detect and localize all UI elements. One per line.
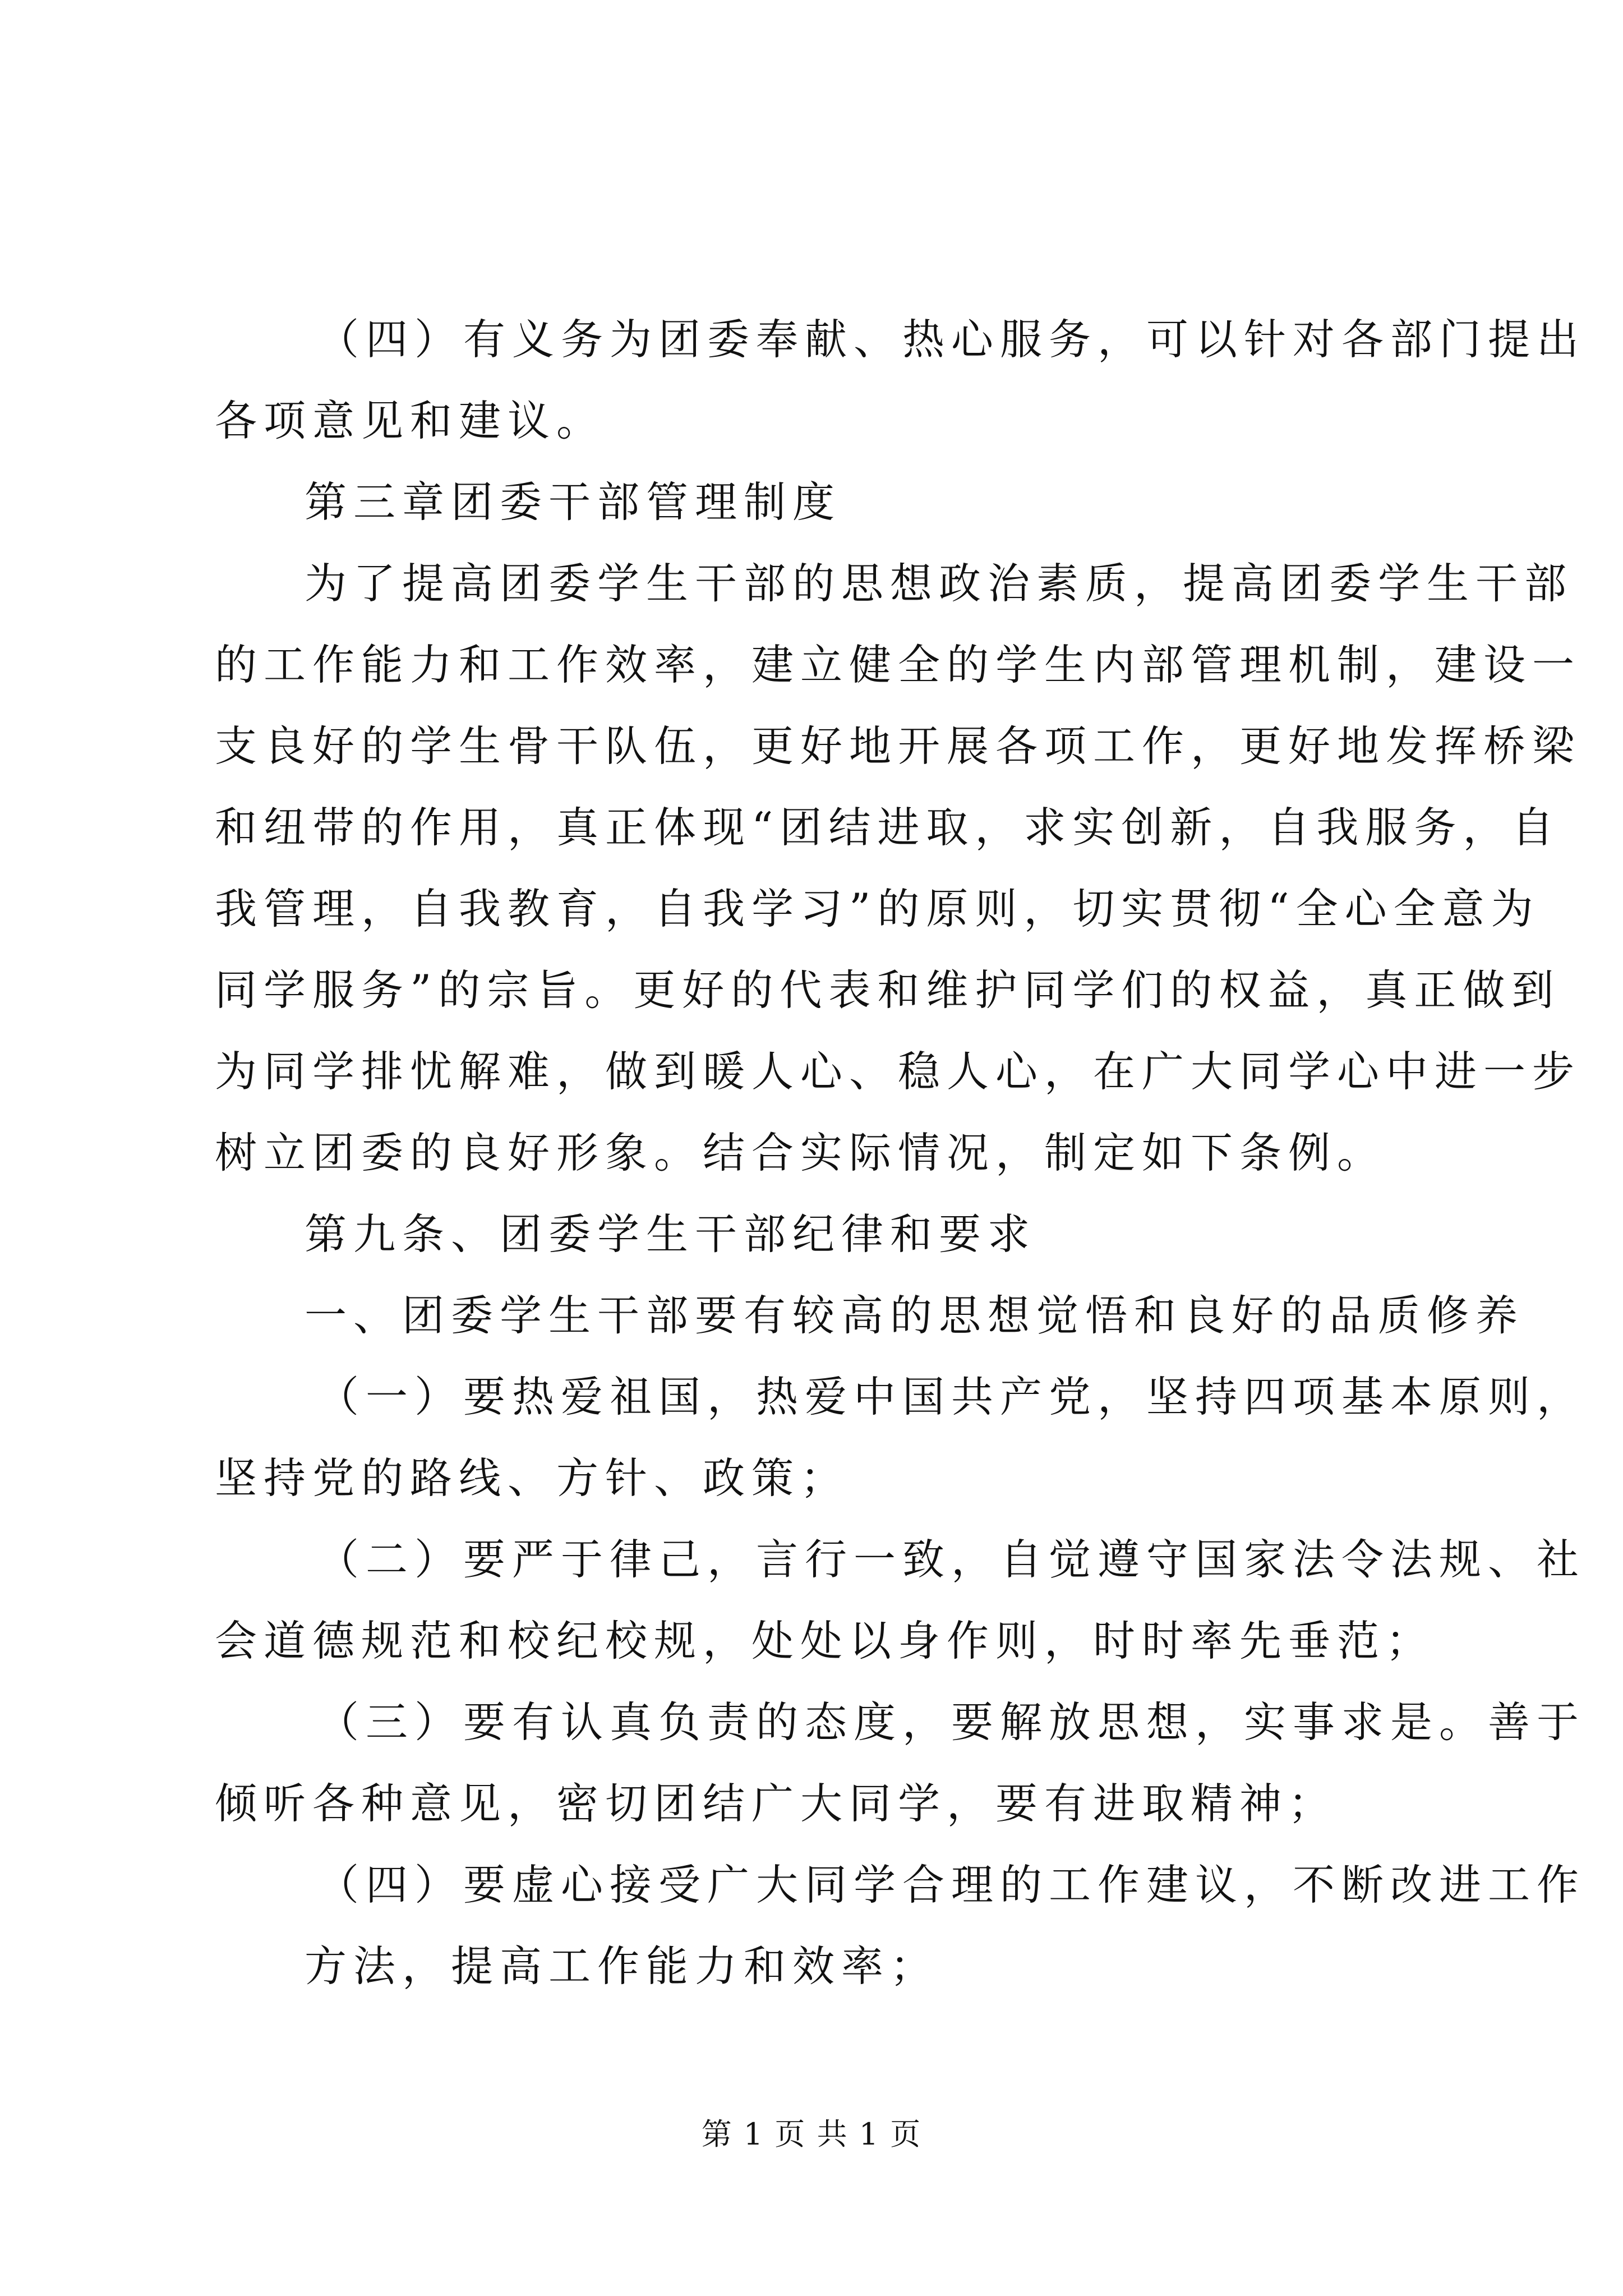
text-line: 支良好的学生骨干队伍，更好地开展各项工作，更好地发挥桥梁 [215,721,1581,771]
text-line: 各项意见和建议。 [215,396,606,445]
text-line: 一、团委学生干部要有较高的思想觉悟和良好的品质修养 [305,1291,1525,1340]
text-line: 树立团委的良好形象。结合实际情况，制定如下条例。 [215,1128,1386,1177]
text-line: （三）要有认真负责的态度，要解放思想，实事求是。善于 [317,1697,1586,1747]
text-line: （四）有义务为团委奉献、热心服务，可以针对各部门提出 [317,315,1586,364]
page-number-footer: 第 1 页 共 1 页 [701,2116,922,2152]
text-line: 倾听各种意见，密切团结广大同学，要有进取精神； [215,1779,1338,1828]
section-heading: 第三章团委干部管理制度 [305,477,842,527]
text-line: 的工作能力和工作效率，建立健全的学生内部管理机制，建设一 [215,640,1581,689]
article-heading: 第九条、团委学生干部纪律和要求 [305,1209,1037,1259]
text-line: 会道德规范和校纪校规，处处以身作则，时时率先垂范； [215,1616,1435,1665]
text-line: （四）要虚心接受广大同学合理的工作建议，不断改进工作 [317,1860,1586,1910]
text-line: 为同学排忧解难，做到暖人心、稳人心，在广大同学心中进一步 [215,1047,1581,1096]
text-line: （一）要热爱祖国，热爱中国共产党，坚持四项基本原则， [317,1372,1586,1421]
text-line: 我管理，自我教育，自我学习”的原则，切实贯彻“全心全意为 [215,884,1540,933]
text-line: （二）要严于律己，言行一致，自觉遵守国家法令法规、社 [317,1535,1586,1584]
text-line: 和纽带的作用，真正体现“团结进取，求实创新，自我服务，自 [215,803,1561,852]
text-line: 同学服务”的宗旨。更好的代表和维护同学们的权益，真正做到 [215,965,1561,1015]
text-line: 坚持党的路线、方针、政策； [215,1453,850,1503]
text-line: 为了提高团委学生干部的思想政治素质，提高团委学生干部 [305,559,1574,608]
text-line: 方法，提高工作能力和效率； [305,1941,939,1991]
